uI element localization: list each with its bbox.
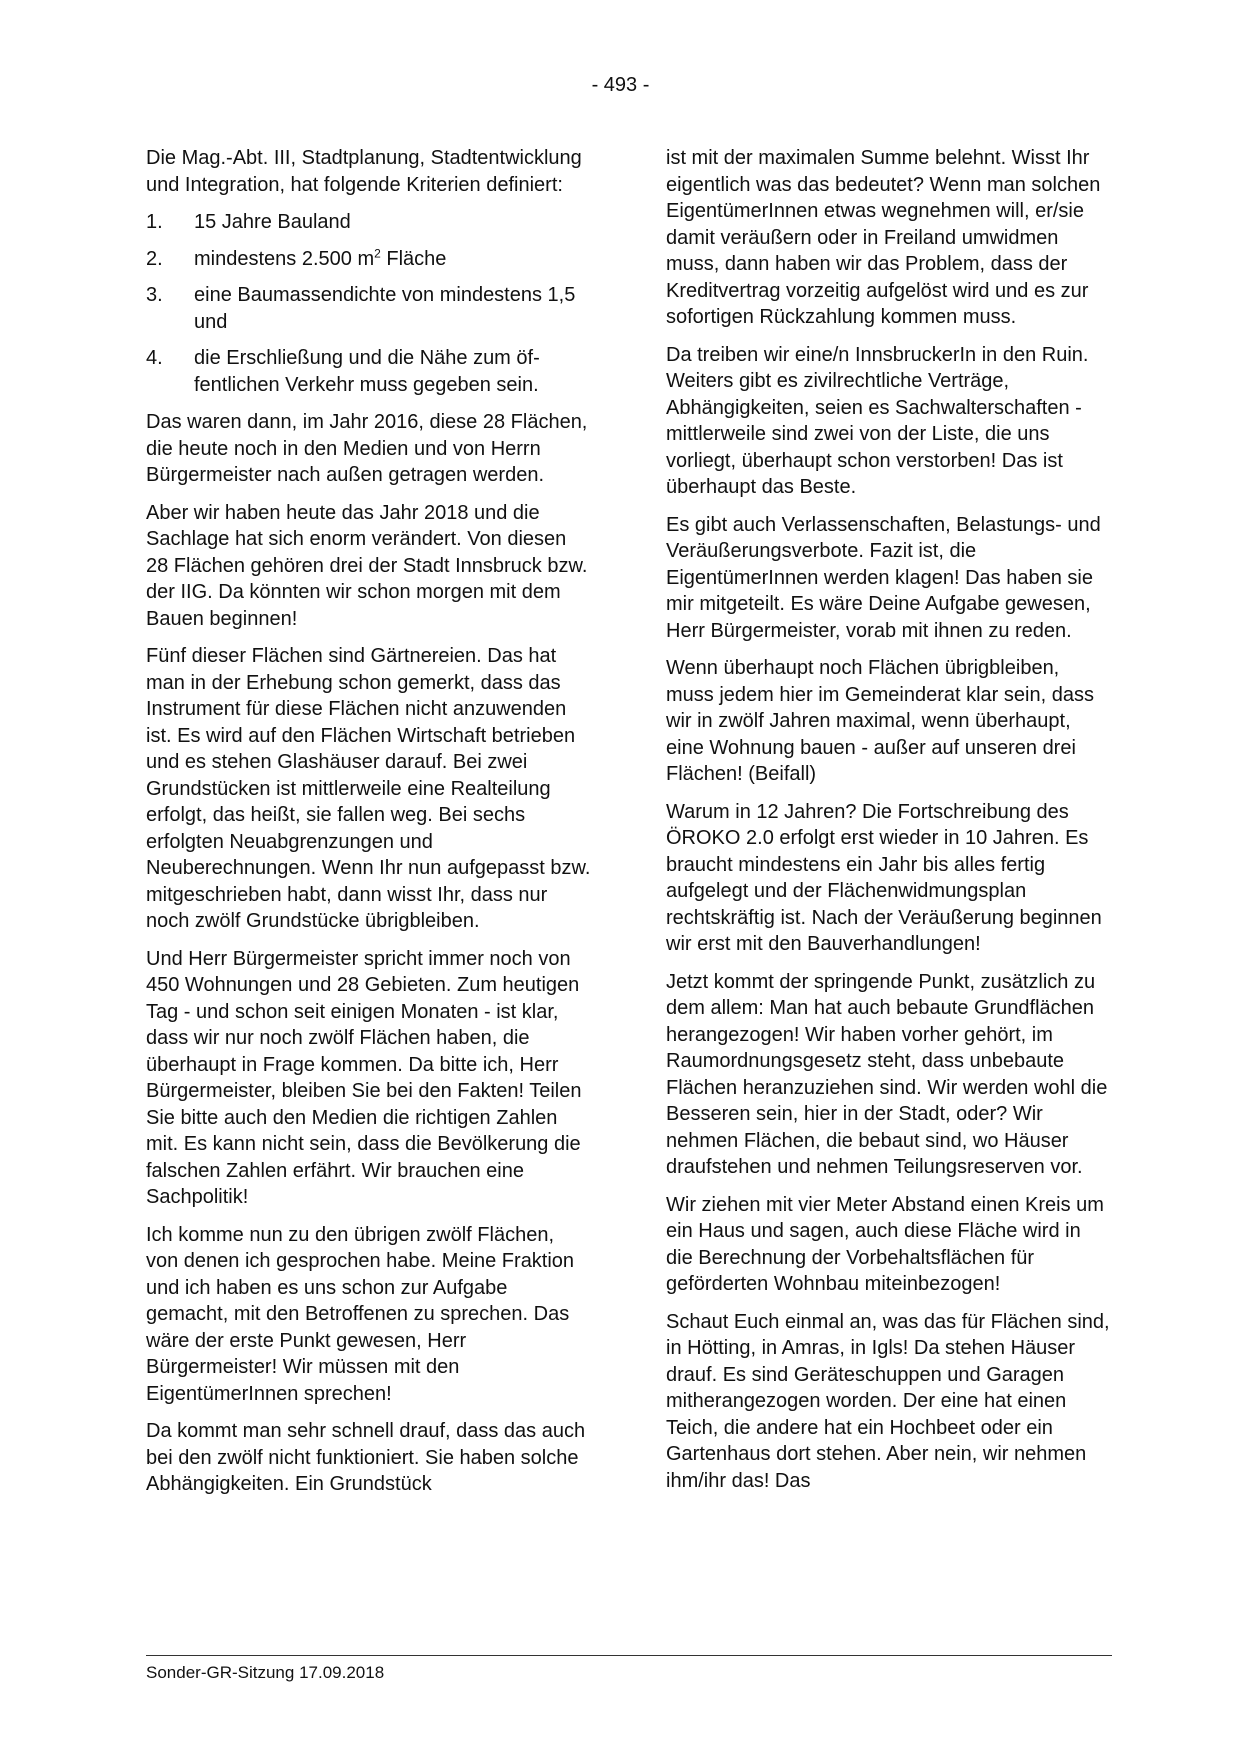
- body-paragraph: Wenn überhaupt noch Flächen übrigbleiben, muss jedem hier im Gemeinderat klar sein, dass wir in zwölf Jahren maximal, wenn überhaupt, eine Wohnung bauen - außer auf unseren drei Flächen! (Beifall): [666, 657, 1094, 785]
- footer-divider: [146, 1655, 1112, 1656]
- criteria-text: die Erschließung und die Nähe zum öffentlichen Verkehr muss gegeben sein.: [194, 347, 540, 396]
- body-paragraph: Und Herr Bürgermeister spricht immer noch von 450 Wohnungen und 28 Gebieten. Zum heutigen Tag - und schon seit einigen Monaten - ist klar, dass wir nur noch zwölf Flächen haben, die überhaupt in Frage kommen. Da bitte ich, Herr Bürgermeister, bleiben Sie bei den Fakten! Teilen Sie bitte auch den Medien die richtigen Zahlen mit. Es kann nicht sein, dass die Bevölkerung die falschen Zahlen erfährt. Wir brauchen eine Sachpolitik!: [146, 947, 582, 1208]
- body-paragraph: Es gibt auch Verlassenschaften, Belastungs- und Veräußerungsverbote. Fazit ist, die EigentümerInnen werden klagen! Das haben sie mir mitgeteilt. Es wäre Deine Aufgabe gewesen, Herr Bürgermeister, vorab mit ihnen zu reden.: [666, 513, 1101, 642]
- criteria-text: eine Baumassendichte von mindestens 1,5 und: [194, 284, 576, 333]
- criteria-number: 4.: [146, 347, 163, 369]
- superscript-exponent: 2: [374, 245, 381, 260]
- criteria-list: [146, 209, 591, 398]
- criteria-text-suffix: Fläche: [380, 247, 447, 270]
- criteria-number: 1.: [146, 211, 163, 233]
- body-paragraph: Das waren dann, im Jahr 2016, diese 28 Flächen, die heute noch in den Medien und von Herrn Bürgermeister nach außen getragen werden.: [146, 411, 588, 486]
- criteria-item: [146, 246, 591, 273]
- body-paragraph: Da kommt man sehr schnell drauf, dass das auch bei den zwölf nicht funktioniert. Sie haben solche Abhängigkeiten. Ein Grundstück: [146, 1420, 586, 1495]
- criteria-number: 2.: [146, 247, 163, 270]
- left-column: [146, 145, 591, 1509]
- body-paragraph: Aber wir haben heute das Jahr 2018 und die Sachlage hat sich enorm verändert. Von diesen 28 Flächen gehören drei der Stadt Innsbruck bzw. der IIG. Da könnten wir schon morgen mit dem Bauen beginnen!: [146, 501, 588, 630]
- criteria-number: 3.: [146, 284, 163, 306]
- right-column: [666, 145, 1111, 1505]
- body-paragraph: Fünf dieser Flächen sind Gärtnereien. Das hat man in der Erhebung schon gemerkt, dass das Instrument für diese Flächen nicht anzuwenden ist. Es wird auf den Flächen Wirtschaft betrieben und es stehen Glashäuser darauf. Bei zwei Grundstücken ist mittlerweile eine Realteilung erfolgt, das heißt, sie fallen weg. Bei sechs erfolgten Neuabgrenzungen und Neuberechnungen. Wenn Ihr nun aufgepasst bzw. mitgeschrieben habt, dann wisst Ihr, dass nur noch zwölf Grundstücke übrigbleiben.: [146, 645, 591, 932]
- criteria-text: mindestens 2.500 m: [194, 247, 375, 270]
- page-number: - 493 -: [591, 74, 650, 96]
- body-paragraph: Wir ziehen mit vier Meter Abstand einen Kreis um ein Haus und sagen, auch diese Fläche wird in die Berechnung der Vorbehaltsflächen für geförderten Wohnbau miteinbezogen!: [666, 1193, 1104, 1295]
- body-paragraph: Da treiben wir eine/n InnsbruckerIn in den Ruin. Weiters gibt es zivilrechtliche Verträge, Abhängigkeiten, seien es Sachwalterschaften - mittlerweile sind zwei von der Liste, die uns vorliegt, überhaupt schon verstorben! Das ist überhaupt das Beste.: [666, 343, 1089, 498]
- criteria-item: [146, 282, 591, 335]
- intro-paragraph: Die Mag.-Abt. III, Stadtplanung, Stadtentwicklung und Integration, hat folgende Kriterien definiert:: [146, 147, 582, 196]
- footer-session-label: Sonder-GR-Sitzung 17.09.2018: [146, 1663, 385, 1682]
- criteria-item: [146, 209, 591, 236]
- body-paragraph: ist mit der maximalen Summe belehnt. Wisst Ihr eigentlich was das bedeutet? Wenn man solchen EigentümerInnen etwas wegnehmen will, er/sie damit veräußern oder in Freiland umwidmen muss, dann haben wir das Problem, dass der Kreditvertrag vorzeitig aufgelöst wird und es zur sofortigen Rückzahlung kommen muss.: [666, 147, 1101, 328]
- criteria-text: 15 Jahre Bauland: [194, 211, 351, 233]
- criteria-item: [146, 345, 591, 398]
- body-paragraph: Schaut Euch einmal an, was das für Flächen sind, in Hötting, in Amras, in Igls! Da stehen Häuser drauf. Es sind Geräteschuppen und Garagen mitherangezogen worden. Der eine hat einen Teich, die andere hat ein Hochbeet oder ein Gartenhaus dort stehen. Aber nein, wir nehmen ihm/ihr das! Das: [666, 1310, 1110, 1492]
- body-paragraph: Jetzt kommt der springende Punkt, zusätzlich zu dem allem: Man hat auch bebaute Grundflächen herangezogen! Wir haben vorher gehört, im Raumordnungsgesetz steht, dass unbebaute Flächen heranzuziehen sind. Wir werden wohl die Besseren sein, hier in der Stadt, oder? Wir nehmen Flächen, die bebaut sind, wo Häuser draufstehen und nehmen Teilungsreserven vor.: [666, 970, 1108, 1178]
- body-paragraph: Ich komme nun zu den übrigen zwölf Flächen, von denen ich gesprochen habe. Meine Fraktion und ich haben es uns schon zur Aufgabe gemacht, mit den Betroffenen zu sprechen. Das wäre der erste Punkt gewesen, Herr Bürgermeister! Wir müssen mit den EigentümerInnen sprechen!: [146, 1223, 575, 1405]
- body-paragraph: Warum in 12 Jahren? Die Fortschreibung des ÖROKO 2.0 erfolgt erst wieder in 10 Jahren. Es braucht mindestens ein Jahr bis alles fertig aufgelegt und der Flächenwidmungsplan rechtskräftig ist. Nach der Veräußerung beginnen wir erst mit den Bauverhandlungen!: [666, 800, 1102, 955]
